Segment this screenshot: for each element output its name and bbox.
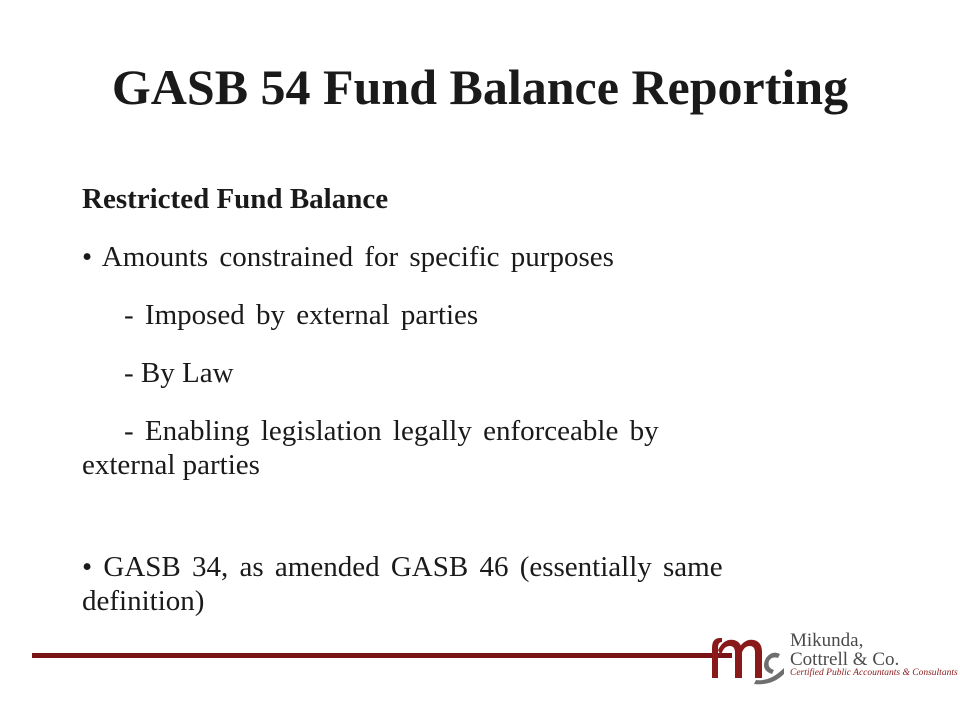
bullet-continuation: definition)	[82, 585, 205, 617]
firm-tagline: Certified Public Accountants & Consultants	[790, 668, 958, 678]
firm-name	[790, 631, 899, 669]
sub-bullet-continuation: external parties	[82, 449, 260, 481]
sub-bullet-item: - By Law	[124, 357, 234, 389]
section-heading: Restricted Fund Balance	[82, 183, 389, 215]
bullet-item: • GASB 34, as amended GASB 46 (essentially same	[82, 551, 723, 583]
slide-content	[82, 182, 882, 618]
footer-rule	[32, 653, 732, 658]
sub-bullet-item: - Enabling legislation legally enforceable by	[124, 415, 659, 447]
firm-logo	[708, 628, 958, 686]
mc-monogram-icon	[708, 628, 788, 686]
bullet-item: • Amounts constrained for specific purposes	[82, 241, 614, 273]
sub-bullet-item: - Imposed by external parties	[124, 299, 479, 331]
slide-title: GASB 54 Fund Balance Reporting	[111, 59, 849, 115]
firm-name-line-1: Mikunda,	[790, 630, 864, 651]
firm-name-line-2: Cottrell & Co.	[790, 649, 900, 670]
